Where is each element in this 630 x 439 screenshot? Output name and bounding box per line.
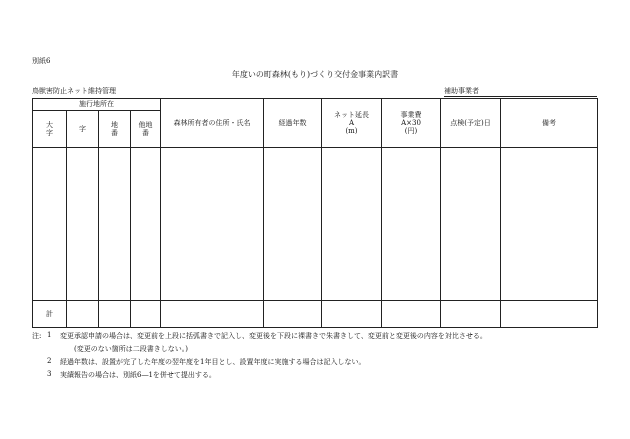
breakdown-table: [32, 98, 598, 328]
header-years: 経過年数: [264, 99, 322, 148]
total-aza[interactable]: [67, 301, 99, 328]
note-1-sub: (変更のない箇所は二段書きしない。): [74, 345, 188, 353]
total-cost[interactable]: [382, 301, 441, 328]
cost-line-2: A×30: [401, 118, 421, 127]
net-length-line-1: ネット延長: [334, 110, 369, 119]
header-inspection-date: 点検(予定)日: [441, 99, 501, 148]
total-inspection-date[interactable]: [441, 301, 501, 328]
total-owner[interactable]: [161, 301, 264, 328]
cost-line-1: 事業費: [400, 110, 422, 119]
total-years[interactable]: [264, 301, 322, 328]
cell-net-length[interactable]: [322, 148, 382, 301]
note-1-number: 1: [47, 331, 52, 339]
header-chiban: 地番: [99, 111, 131, 148]
cell-cost[interactable]: [382, 148, 441, 301]
header-net-length: [322, 99, 382, 148]
total-other-chiban[interactable]: [131, 301, 161, 328]
operator-label: 補助事業者: [444, 87, 479, 95]
header-location-group: 施行地所在: [33, 99, 161, 111]
note-3-number: 3: [47, 370, 52, 378]
cost-line-3: (円): [404, 127, 418, 136]
operator-underline: [444, 96, 597, 97]
header-cost: [382, 99, 441, 148]
net-length-line-2: A: [348, 118, 355, 127]
project-label: 鳥獣害防止ネット維持管理: [32, 87, 116, 95]
table-body-row: [33, 148, 598, 301]
net-length-line-3: (m): [345, 127, 358, 136]
cell-chiban[interactable]: [99, 148, 131, 301]
notes-prefix: 注:: [32, 332, 42, 340]
document-title: 年度いの町森林(もり)づくり交付金事業内訳書: [231, 70, 399, 79]
cell-remarks[interactable]: [501, 148, 598, 301]
header-aza-large: 大字: [33, 111, 67, 148]
total-net-length[interactable]: [322, 301, 382, 328]
header-owner: 森林所有者の住所・氏名: [161, 99, 264, 148]
form-number: 別紙6: [32, 57, 51, 65]
cell-owner[interactable]: [161, 148, 264, 301]
total-row: [33, 301, 598, 328]
cell-years[interactable]: [264, 148, 322, 301]
cell-inspection-date[interactable]: [441, 148, 501, 301]
cell-aza-large[interactable]: [33, 148, 67, 301]
total-label: 計: [33, 301, 67, 328]
note-2-number: 2: [47, 357, 52, 365]
cell-aza[interactable]: [67, 148, 99, 301]
note-3-text: 実績報告の場合は、別紙6―1を併せて提出する。: [60, 371, 216, 379]
header-aza: 字: [67, 111, 99, 148]
note-2-text: 経過年数は、設置が完了した年度の翌年度を1年目とし、設置年度に実施する場合は記入しない。: [60, 358, 366, 366]
note-1-text: 変更承認申請の場合は、変更前を上段に括弧書きで記入し、変更後を下段に裸書きで朱書きして、変更前と変更後の内容を対比させる。: [60, 332, 487, 340]
total-chiban[interactable]: [99, 301, 131, 328]
total-remarks[interactable]: [501, 301, 598, 328]
header-other-chiban: 他地番: [131, 111, 161, 148]
cell-other-chiban[interactable]: [131, 148, 161, 301]
header-remarks: 備考: [501, 99, 598, 148]
